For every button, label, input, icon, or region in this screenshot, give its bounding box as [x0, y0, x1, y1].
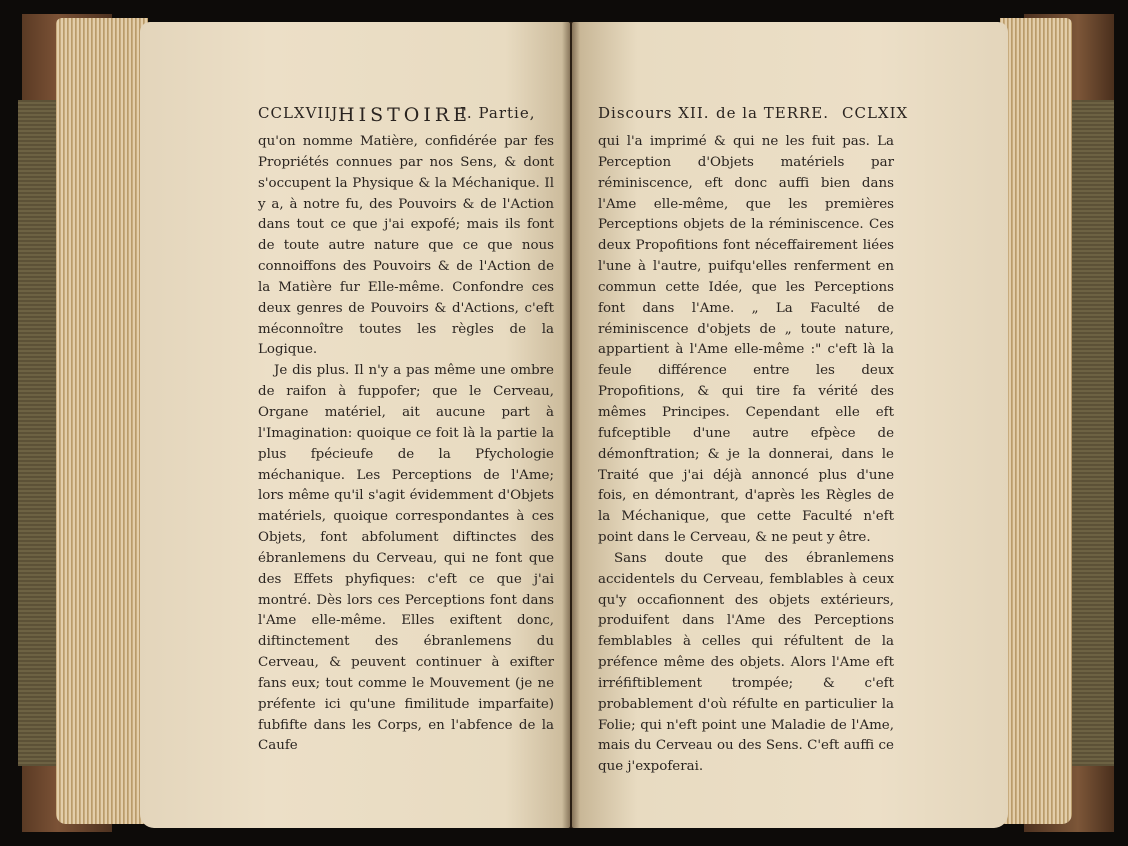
right-page-text: [598, 132, 894, 778]
right-head-discourse: Discours XII.: [598, 104, 710, 122]
left-head-title: HISTOIRE: [338, 104, 472, 126]
left-running-head: [258, 104, 554, 126]
right-paragraph-1: qui l'a imprimé & qui ne les fuit pas. La Perception d'Objets matériels par réminiscence, eft donc auffi bien dans l'Ame elle-même, que les premières Perceptions objets de la réminiscence. Ces deux Propofitions font néceffairement liées l'une à l'autre, puifqu'elles renferment en commun cette Idée, que les Perceptions font dans l'Ame. „ La Faculté de réminiscence d'objets de „ toute nature, appartient à l'Ame elle-même :" c'eft là la feule différence entre les deux Propofitions, & qui tire fa vérité des mêmes Principes. Cependant elle eft fufceptible d'une autre efpèce de démonftration; & je la donnerai, dans le Traité que j'ai déjà annoncé plus d'une fois, en démontrant, d'après les Règles de la Méchanique, que cette Faculté n'eft point dans le Cerveau, & ne peut y être.: [598, 134, 894, 546]
left-folio: CCLXVIIJ: [258, 104, 339, 122]
left-page-text: [258, 132, 554, 757]
right-paragraph-2: Sans doute que des ébranlemens accidentels du Cerveau, femblables à ceux qu'y occafionnent des objets extérieurs, produifent dans l'Ame des Perceptions femblables à celles qui réfultent de la préfence même des objets. Alors l'Ame eft irréfiftiblement trompée; & c'eft probablement d'où réfulte en particulier la Folie; qui n'eft point une Maladie de l'Ame, mais du Cerveau ou des Sens. C'eft auffi ce que j'expoferai.: [598, 550, 894, 775]
left-paragraph-2: Je dis plus. Il n'y a pas même une ombre de raifon à fuppofer; que le Cerveau, Organe matériel, ait aucune part à l'Imagination: quoique ce foit là la partie la plus fpécieufe de la Pfychologie méchanique. Les Perceptions de l'Ame; lors même qu'il s'agit évidemment d'Objets matériels, quoique correspondantes à ces Objets, font abfolument diftinctes des ébranlemens du Cerveau, qui ne font que des Effets phyfiques: c'eft ce que j'ai montré. Dès lors ces Perceptions font dans l'Ame elle-même. Elles exiftent donc, diftinctement des ébranlemens du Cerveau, & peuvent continuer à exifter fans eux; tout comme le Mouvement (je ne préfente ici qu'une fimilitude imparfaite) fubfifte dans les Corps, en l'abfence de la Caufe: [258, 363, 554, 754]
left-paragraph-1: qu'on nomme Matière, confidérée par fes Propriétés connues par nos Sens, & dont s'occupent la Physique & la Méchanique. Il y a, à notre fu, des Pouvoirs & de l'Action dans tout ce que j'ai expofé; mais ils font de toute autre nature que ce que nous connoiffons des Pouvoirs & de l'Action de la Matière fur Elle-même. Confondre ces deux genres de Pouvoirs & d'Actions, c'eft méconnoître toutes les règles de la Logique.: [258, 134, 554, 358]
left-page-edges: [56, 18, 148, 824]
right-head-title: de la TERRE.: [716, 104, 830, 122]
right-cover-cloth: [1068, 100, 1114, 766]
right-page-edges: [1000, 18, 1072, 824]
right-page: [572, 22, 1008, 828]
left-head-part: I. Partie,: [460, 104, 536, 122]
right-folio: CCLXIX: [842, 104, 909, 122]
book-gutter: [562, 22, 580, 828]
right-running-head: [598, 104, 909, 126]
left-page: [140, 22, 570, 828]
left-cover-cloth: [18, 100, 58, 766]
